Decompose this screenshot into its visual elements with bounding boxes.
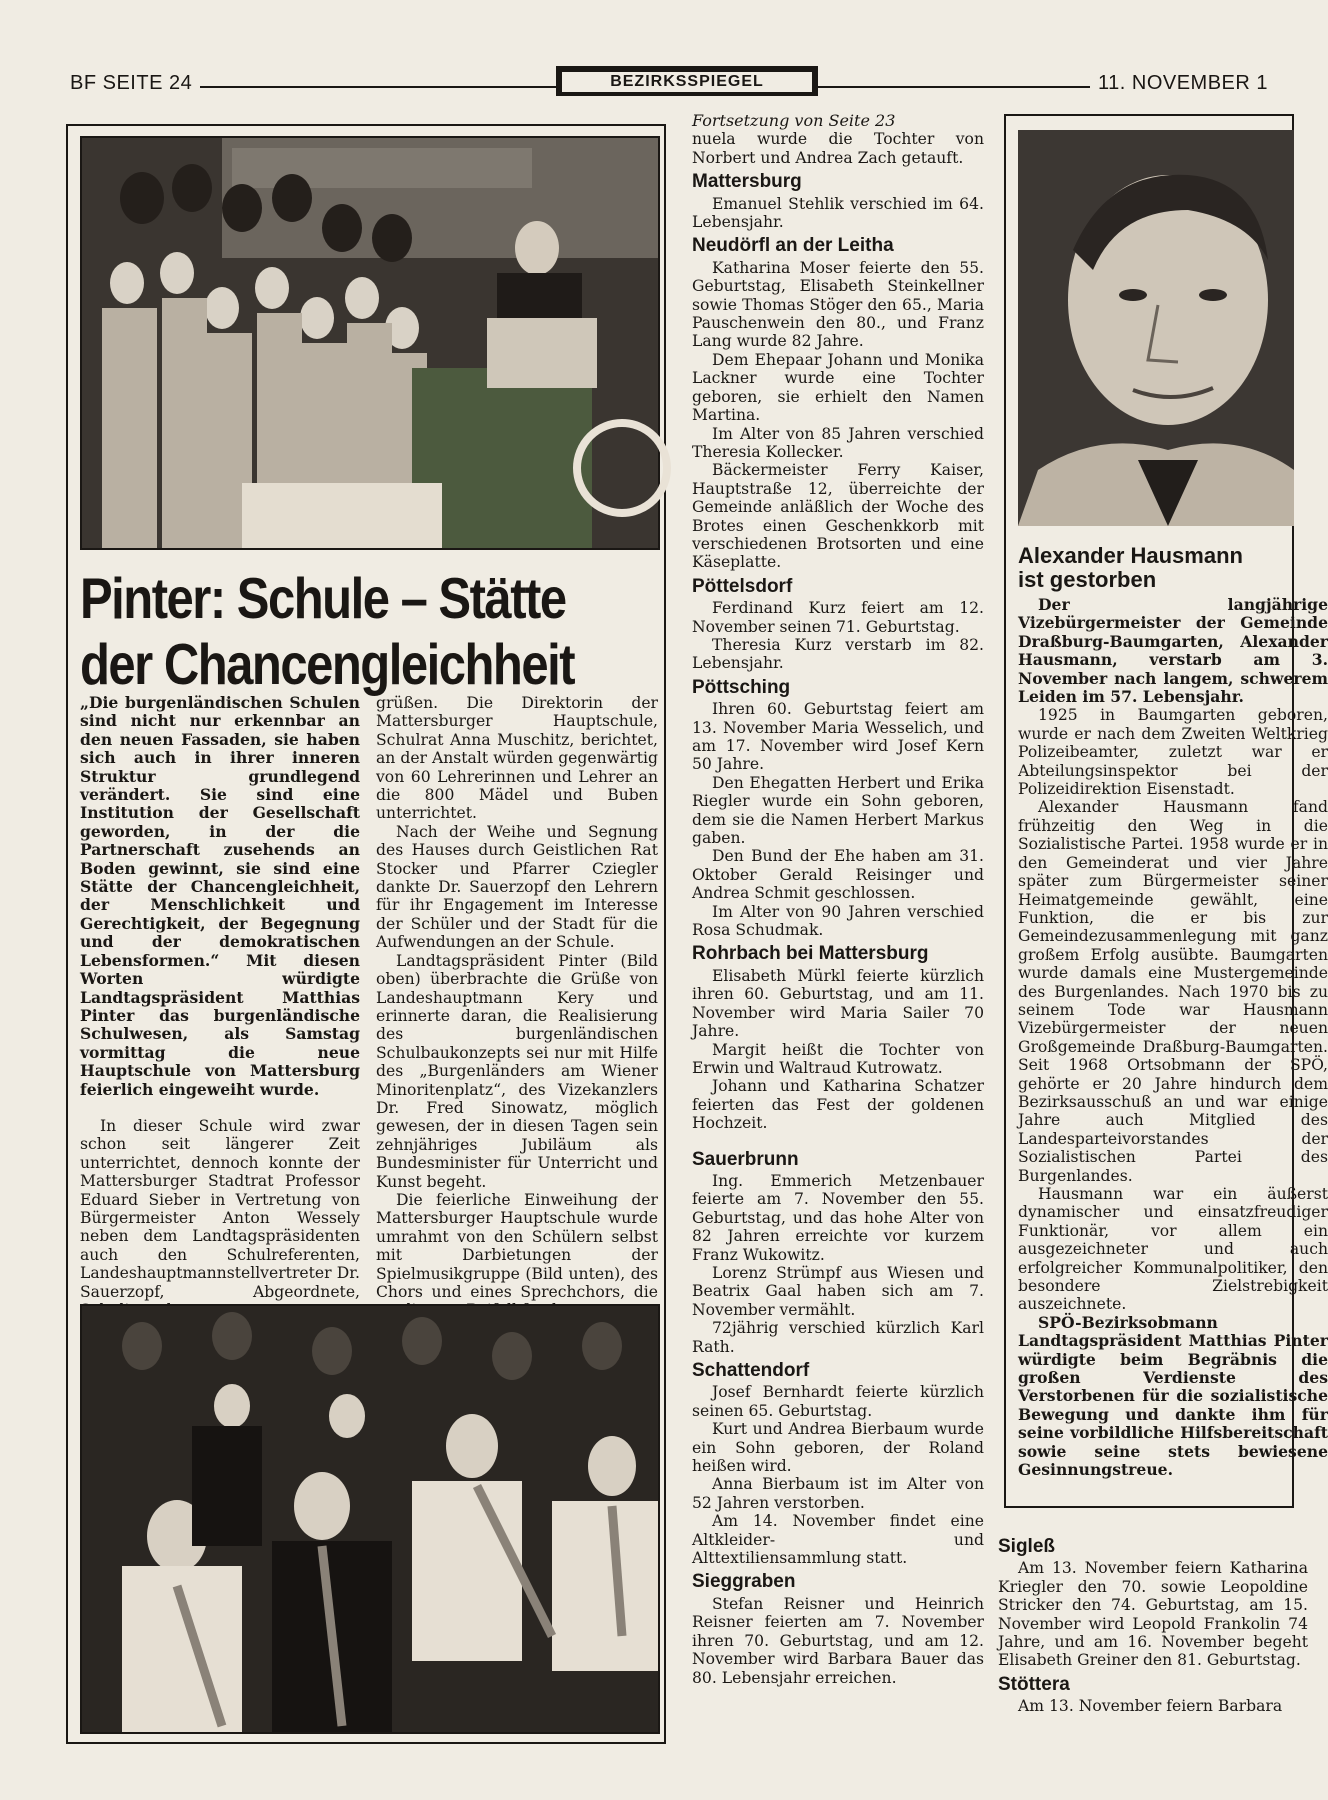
headline [80, 566, 660, 698]
place-heading-neudoerfl: Neudörfl an der Leitha [692, 235, 894, 257]
right-bottom-news [998, 1532, 1308, 1772]
article-column-2 [376, 694, 658, 1306]
obituary-lead: Der langjährige Vizebürgermeister der Gemeinde Draßburg-Baumgarten, Alexander Hausmann, verstarb am 3. November nach langem, schwerem Leiden im 57. Lebensjahr. [1018, 595, 1328, 707]
news-item: 72jährig verschied kürzlich Karl Rath. [692, 1319, 984, 1356]
portrait-photo [1018, 130, 1294, 526]
obituary-title-line2: ist gestorben [1018, 567, 1157, 592]
news-item: Bäckermeister Ferry Kaiser, Hauptstraße 12, überreichte der Gemeinde anläßlich der Woche des Brotes einen Geschenkkorb mit verschiedenen Brotsorten und eine Käseplatte. [692, 461, 984, 572]
place-heading-rohrbach: Rohrbach bei Mattersburg [692, 943, 929, 965]
obituary-text [1018, 596, 1328, 1480]
news-item: Johann und Katharina Schatzer feierten das Fest der goldenen Hochzeit. [692, 1077, 984, 1133]
music-group-image [82, 1306, 658, 1732]
news-item: Am 13. November feiern Katharina Kriegler den 70. sowie Leopoldine Stricker den 74. Geburtstag, am 15. November wird Leopold Frankolin 74 Jahre, und am 16. November begeht Elisabeth Greiner den 81. Geburtstag. [998, 1559, 1308, 1670]
news-item: Ferdinand Kurz feiert am 12. November seinen 71. Geburtstag. [692, 599, 984, 636]
news-item: Am 14. November findet eine Altkleider- und Alttextiliensammlung statt. [692, 1512, 984, 1568]
place-heading-sigless: Sigleß [998, 1536, 1056, 1557]
obituary-paragraph: 1925 in Baumgarten geboren, wurde er nach dem Zweiten Weltkrieg Polizeibeamter, zuletzt war er Abteilungsinspektor bei der Polizeidirektion Eisenstadt. [1018, 706, 1328, 799]
article-paragraph: Nach der Weihe und Segnung des Hauses durch Geistlichen Rat Stocker und Pfarrer Cziegler dankte Dr. Sauerzopf den Lehrern für ihr Engagement im Interesse der Schüler und der Stadt für die Aufwendungen an der Schule. [376, 822, 658, 952]
header-rule-right [818, 86, 1090, 88]
news-item: Elisabeth Mürkl feierte kürzlich ihren 60. Geburtstag, und am 11. November wird Maria Sailer 70 Jahre. [692, 966, 984, 1041]
obituary-title-line1: Alexander Hausmann [1018, 543, 1243, 568]
continuation-note: Fortsetzung von Seite 23 [692, 111, 896, 130]
place-heading-stoettera: Stöttera [998, 1673, 1070, 1695]
regional-news-column [692, 112, 984, 1752]
place-heading-poettelsdorf: Pöttelsdorf [692, 575, 793, 597]
news-item: Margit heißt die Tochter von Erwin und Waltraud Kutrowatz. [692, 1040, 984, 1077]
news-item: Im Alter von 85 Jahren verschied Theresia Kollecker. [692, 424, 984, 461]
news-item: Am 13. November feiern Barbara [1018, 1697, 1283, 1716]
headline-line1: Pinter: Schule – Stätte [80, 567, 566, 631]
place-heading-schattendorf: Schattendorf [692, 1360, 810, 1381]
section-title: BEZIRKSSPIEGEL [561, 71, 813, 93]
place-heading-sauerbrunn: Sauerbrunn [692, 1148, 799, 1170]
news-item: Ihren 60. Geburtstag feiert am 13. November Maria Wesselich, und am 17. November wird Josef Kern 50 Jahre. [692, 700, 984, 774]
obituary-paragraph: SPÖ-Bezirksobmann Landtagspräsident Matthias Pinter würdigte beim Begräbnis die großen Verdienste des Verstorbenen für die sozialistische Bewegung und dankte ihm für seine vorbildliche Hilfsbereitschaft sowie seine stets bewiesene Gesinnungstreue. [1018, 1312, 1328, 1480]
obituary-paragraph: Hausmann war ein äußerst dynamischer und einsatzfreudiger Funktionär, vor allem ein ausgezeichneter und auch erfolgreicher Kommunalpolitiker, den besondere Zielstrebigkeit auszeichnete. [1018, 1185, 1328, 1314]
section-banner [556, 66, 818, 96]
news-item: Lorenz Strümpf aus Wiesen und Beatrix Gaal haben sich am 7. November vermählt. [692, 1263, 984, 1319]
page-number: BF SEITE 24 [70, 72, 193, 94]
photo-music-group [80, 1304, 660, 1734]
news-item: Im Alter von 90 Jahren verschied Rosa Schudmak. [692, 902, 984, 940]
article-paragraph: grüßen. Die Direktorin der Mattersburger Hauptschule, Schulrat Anna Muschitz, berichtet, an der Anstalt würden gegenwärtig von 60 Lehrerinnen und Lehrer an die 800 Mädel und Buben unterrichtet. [376, 694, 658, 823]
header-rule-left [200, 86, 556, 88]
news-item: Dem Ehepaar Johann und Monika Lackner wurde eine Tochter geboren, sie erhielt den Namen Martina. [692, 350, 984, 425]
news-item: Kurt und Andrea Bierbaum wurde ein Sohn geboren, der Roland heißen wird. [692, 1420, 984, 1476]
news-item: Stefan Reisner und Heinrich Reisner feierten am 7. November ihren 70. Geburtstag, und am 12. November wird Barbara Bauer das 80. Lebensjahr erreichen. [692, 1594, 984, 1687]
obituary-paragraph: Alexander Hausmann fand frühzeitig den Weg in die Sozialistische Partei. 1958 wurde er in den Gemeinderat und vier Jahre später zum Bürgermeister seiner Heimatgemeinde gewählt, eine Funktion, die er bis zur Gemeindezusammenlegung mit ganz großem Erfolg ausübte. Baumgarten wurde damals eine Mustergemeinde des Burgenlandes. Nach 1970 bis zu seinem Tode war Hausmann Vizebürgermeister der neuen Großgemeinde Draßburg-Baumgarten. Seit 1968 Ortsobmann der SPÖ, gehörte er 20 Jahre hindurch dem Bezirksausschuß an und war einige Jahre auch Mitglied des Landesparteivorstandes der Sozialistischen Partei des Burgenlandes. [1018, 798, 1328, 1185]
headline-line2: der Chancengleichheit [80, 633, 575, 697]
article-paragraph: Landtagspräsident Pinter (Bild oben) überbrachte die Grüße von Landeshauptmann Kery und erinnerte daran, die Realisierung des burgenländischen Schulbaukonzepts sei nur mit Hilfe des „Burgenländers am Wiener Minoritenplatz“, des Vizekanzlers Dr. Fred Sinowatz, möglich gewesen, der in diesen Tagen sein zehnjähriges Jubiläum als Bundesminister für Unterricht und Kunst begeht. [376, 951, 658, 1191]
news-item: Emanuel Stehlik verschied im 64. Lebensjahr. [692, 194, 984, 232]
article-paragraph: Die feierliche Einweihung der Mattersburger Hauptschule wurde umrahmt von den Schülern selbst mit Darbietungen der Spielmusikgruppe (Bild unten), des Chors und eines Sprechchors, die [376, 1190, 658, 1301]
article-column-1 [80, 694, 360, 1306]
issue-date: 11. NOVEMBER 1 [1098, 72, 1269, 94]
news-item: Anna Bierbaum ist im Alter von 52 Jahren verstorben. [692, 1475, 984, 1512]
intro-paragraph: nuela wurde die Tochter von Norbert und Andrea Zach getauft. [692, 130, 984, 167]
article-lead-paragraph: „Die burgenländischen Schulen sind nicht nur erkennbar an den neuen Fassaden, sie haben sich auch in ihrer inneren Struktur grundlegend verändert. Sie sind eine Institution der Gesellschaft geworden, in der die Partnerschaft zusehends an Boden gewinnt, sie sind eine Stätte der Chancengleichheit, der Menschlichkeit und Gerechtigkeit, der Begegnung und der demokratischen Lebensformen.“ Mit diesen Worten würdigte Landtagspräsident Matthias Pinter das burgenländische Schulwesen, als Samstag vormittag die neue Hauptschule von Mattersburg feierlich eingeweiht wurde. [80, 693, 360, 1099]
place-heading-sieggraben: Sieggraben [692, 1571, 796, 1593]
ceremony-image [82, 138, 658, 548]
place-heading-mattersburg: Mattersburg [692, 171, 802, 193]
place-heading-poettsching: Pöttsching [692, 676, 791, 698]
news-item: Den Bund der Ehe haben am 31. Oktober Gerald Reisinger und Andrea Schmit geschlossen. [692, 847, 984, 903]
news-item: Ing. Emmerich Metzenbauer feierte am 7. November den 55. Geburtstag, und das hohe Alter von 82 Jahren erreichte vor kurzem Franz Wukowitz. [692, 1171, 984, 1264]
news-item: Josef Bernhardt feierte kürzlich seinen 65. Geburtstag. [692, 1383, 984, 1420]
article-paragraph: In dieser Schule wird zwar schon seit längerer Zeit unterrichtet, dennoch konnte der Mattersburger Stadtrat Professor Eduard Sieber in Vertretung von Bürgermeister Anton Wessely neben dem Landtagspräsidenten auch den Schulreferenten, Landeshauptmannstellvertreter Dr. Sauerzopf, Abgeordnete, [80, 1116, 360, 1301]
news-item: Katharina Moser feierte den 55. Geburtstag, Elisabeth Steinkellner sowie Thomas Stöger den 65., Maria Pauschenwein den 80., und Franz Lang wurde 82 Jahre. [692, 258, 984, 351]
photo-school-ceremony [80, 136, 660, 550]
obituary-box [1004, 114, 1328, 1508]
news-item: Den Ehegatten Herbert und Erika Riegler wurde ein Sohn geboren, dem sie die Namen Herbert Markus gaben. [692, 773, 984, 848]
news-item: Theresia Kurz verstarb im 82. Lebensjahr. [692, 635, 984, 673]
obituary-title [1018, 544, 1318, 592]
portrait-image [1018, 130, 1294, 526]
